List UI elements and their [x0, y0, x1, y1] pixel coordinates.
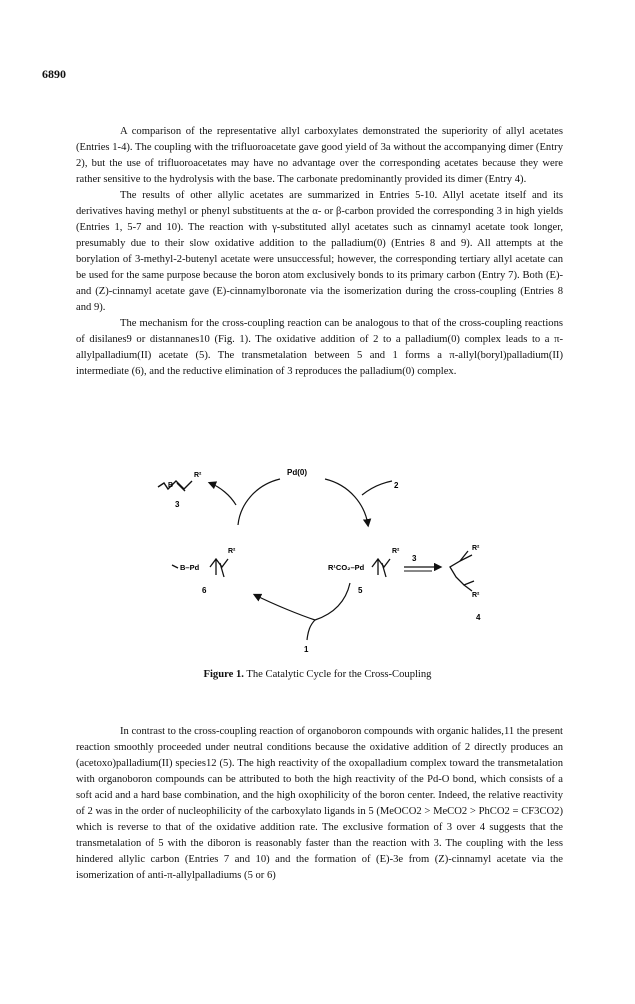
r2-label: R² [472, 545, 480, 552]
compound-3-reagent-label: 3 [412, 554, 417, 563]
reagent-2-arc [362, 481, 392, 495]
compound-2-label: 2 [394, 481, 399, 490]
paragraph: In contrast to the cross-coupling reaction of organoboron compounds with organic halides,11 the present reaction smoothly proceeded under neutral conditions because the oxidative addition of 2 directly produces an (acetoxo)palladium(II) species12 (5). The high reactivity of the oxopalladium complex toward the transmetalation with organoboron compounds can be attributed to both the high reactivity of the Pd-O bond, which consists of a soft acid and a hard base combination, and the high oxophilicity of the boron center. Indeed, the relative reactivity of 2 was in the order of nucleophilicity of the carboxylato ligands in 5 (MeOCO2 > MeCO2 > PhCO2 = CF3CO2) which is reverse to that of the oxidative addition rate. The exclusive formation of 3 over 4 suggests that the transmetalation of 5 with the diboron is reasonably faster than the reaction with 3. The coupling with the less hindered allylic carbon (Entries 7 and 10) and the formation of (E)-3e from (Z)-cinnamyl acetate via the isomerization of anti-π-allylpalladiums (5 or 6) [76, 726, 563, 881]
compound-1-label: 1 [304, 645, 309, 654]
allylboronate-structure-3 [158, 481, 192, 491]
compound-3-label: 3 [175, 500, 180, 509]
page-number: 6890 [42, 67, 66, 81]
r2-label: R² [228, 548, 236, 555]
r2-label: R² [194, 472, 202, 479]
r2-label: R² [472, 592, 480, 599]
acetoxo-pd-label: R¹CO₂–Pd [328, 563, 365, 572]
oxidative-addition-arrow [325, 479, 368, 525]
r2-label: R² [392, 548, 400, 555]
pi-allyl-structure-5 [372, 559, 390, 577]
catalytic-cycle-figure [150, 455, 510, 655]
paragraph: The results of other allylic acetates are summarized in Entries 5-10. Allyl acetate itself and its derivatives having methyl or phenyl substituents at the α- or β-carbon provided the corresponding 3 in high yields (Entries 1, 5-7 and 10). The reaction with γ-substituted allyl acetates such as cinnamyl acetate took longer, presumably due to their slow oxidative addition to the palladium(0) (Entries 8 and 9). All attempts at the borylation of 3-methyl-2-butenyl acetate were unsuccessful; however, the corresponding tertiary allyl acetate can be used for the same purpose because the boron atom exclusively bonds to its primary carbon (Entry 7). Both (E)- and (Z)-cinnamyl acetate gave (E)-cinnamylboronate via the isomerization during the cross-coupling (Entries 8 and 9). [76, 190, 563, 313]
figure-caption-text: The Catalytic Cycle for the Cross-Coupling [246, 669, 432, 680]
reagent-1-arc [307, 620, 315, 640]
figure-caption-label: Figure 1. [203, 669, 244, 680]
figure-caption [0, 669, 635, 680]
boron-label: B [168, 482, 174, 489]
body-text-top [76, 124, 563, 380]
paragraph: A comparison of the representative allyl carboxylates demonstrated the superiority of allyl acetates (Entries 1-4). The coupling with the trifluoroacetate gave good yield of 3a without the accompanying dimer (Entry 2), but the use of trifluoroacetates may have no advantage over the corresponding acetates because they were rather sensitive to the hydrolysis with the base. The carbonate predominantly provided its dimer (Entry 4). [76, 126, 563, 185]
compound-4-label: 4 [476, 613, 481, 622]
paragraph: The mechanism for the cross-coupling reaction can be analogous to that of the cross-coupling reactions of disilanes9 or distannanes10 (Fig. 1). The oxidative addition of 2 to a palladium(0) complex leads to a π-allylpalladium(II) acetate (5). The transmetalation between 5 and 1 forms a π-allyl(boryl)palladium(II) intermediate (6), and the reductive elimination of 3 reproduces the palladium(0) complex. [76, 318, 563, 377]
transmetalation-arrow [255, 583, 350, 620]
body-text-bottom [76, 724, 563, 884]
pd0-label: Pd(0) [287, 468, 307, 477]
compound-5-label: 5 [358, 586, 363, 595]
dimer-structure-4 [450, 551, 474, 591]
elimination-arrow [210, 483, 236, 505]
boryl-pd-label: B–Pd [180, 563, 200, 572]
compound-6-label: 6 [202, 586, 207, 595]
cycle-arc [238, 479, 280, 525]
